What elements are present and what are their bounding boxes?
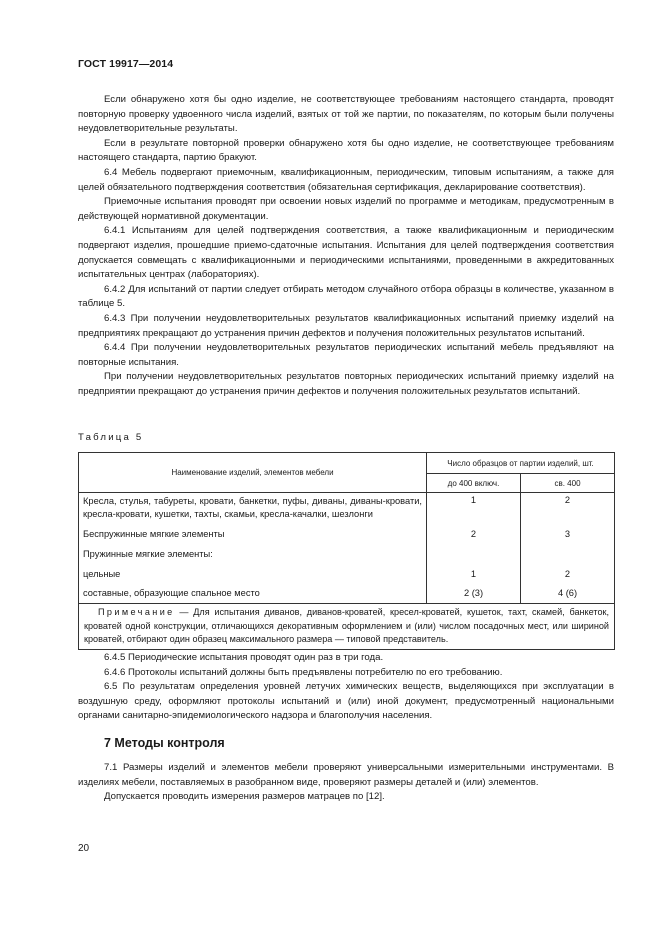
table-header-sample-count: Число образцов от партии изделий, шт. <box>427 453 615 474</box>
section-heading: 7 Методы контроля <box>104 736 225 750</box>
table-note <box>79 604 615 650</box>
table-cell-name: составные, образующие спальное место <box>79 584 427 604</box>
table-header-up-to-400: до 400 включ. <box>427 474 521 493</box>
table-cell-value: 2 <box>521 493 615 524</box>
table-cell-value: 4 (6) <box>521 584 615 604</box>
samples-table <box>78 452 615 650</box>
table-caption: Таблица 5 <box>78 432 144 443</box>
paragraph: 7.1 Размеры изделий и элементов мебели проверяют универсальными измерительными инструментами. В изделиях мебели, поставляемых в разобранном виде, проверяют размеры деталей и (или) элементов. <box>78 762 614 788</box>
paragraph: 6.5 По результатам определения уровней летучих химических веществ, выделяющихся при эксплуатации в воздушную среду, оформляют протоколы испытаний и (или) иной документ, предусмотренный национальными органами санитарно-эпидемиологического надзора и благополучия населения. <box>78 681 614 722</box>
table-cell-value <box>521 544 615 564</box>
table-row <box>79 544 615 564</box>
document-code-header: ГОСТ 19917—2014 <box>78 58 174 70</box>
paragraph: 6.4.5 Периодические испытания проводят один раз в три года. <box>104 652 384 663</box>
paragraph: 6.4.1 Испытаниям для целей подтверждения соответствия, а также квалификационным и периодическим подвергают изделия, прошедшие приемо-сдаточные испытания. Испытания для целей подтверждения соответствия допускается совмещать с квалификационными и периодическими испытаниями, проведенными в аккредитованных испытательных центрах (лабораториях). <box>78 225 614 281</box>
table-row <box>79 493 615 524</box>
table-cell-value: 1 <box>427 564 521 584</box>
paragraph: 6.4.6 Протоколы испытаний должны быть предъявлены потребителю по его требованию. <box>104 666 503 678</box>
paragraph: 6.4.2 Для испытаний от партии следует отбирать методом случайного отбора образцы в количестве, указанном в таблице 5. <box>78 283 614 310</box>
table-cell-name: Пружинные мягкие элементы: <box>79 544 427 564</box>
paragraph: 6.4.3 При получении неудовлетворительных результатов квалификационных испытаний приемку изделий на предприятиях прекращают до устранения причин дефектов и получения положительных результатов испытаний. <box>78 312 614 339</box>
paragraph: Если обнаружено хотя бы одно изделие, не соответствующее требованиям настоящего стандарта, проводят повторную проверку удвоенного числа изделий, взятых от той же партии, по показателям, по которым были получены неудовлетворительные результаты. <box>78 94 614 135</box>
table-header-over-400: св. 400 <box>521 474 615 493</box>
body-text-top <box>78 93 614 399</box>
table-row <box>79 584 615 604</box>
table-row <box>79 564 615 584</box>
table-cell-name: Беспружинные мягкие элементы <box>79 524 427 544</box>
table-cell-value: 2 (3) <box>427 584 521 604</box>
table-note-row <box>79 604 615 650</box>
page-number: 20 <box>78 843 90 854</box>
paragraph: Допускается проводить измерения размеров матрацев по [12]. <box>104 791 385 803</box>
paragraph: Приемочные испытания проводят при освоении новых изделий по программе и методикам, предусмотренным в действующей нормативной документации. <box>78 196 614 222</box>
paragraph: При получении неудовлетворительных результатов повторных периодических испытаний приемку изделий на предприятии прекращают до устранения причин дефектов и получения положительных результатов испытаний. <box>78 371 614 397</box>
table-cell-value <box>427 544 521 564</box>
table-row <box>79 524 615 544</box>
table-cell-value: 2 <box>521 564 615 584</box>
table-header-item-name: Наименование изделий, элементов мебели <box>79 453 427 493</box>
body-text-bottom <box>78 761 614 805</box>
note-label: Примечание <box>98 607 175 617</box>
table-cell-value: 1 <box>427 493 521 524</box>
table-cell-value: 2 <box>427 524 521 544</box>
paragraph: 6.4.4 При получении неудовлетворительных результатов периодических испытаний мебель предъявляют на повторные испытания. <box>78 342 614 368</box>
paragraph: 6.4 Мебель подвергают приемочным, квалификационным, периодическим, типовым испытаниям, а также для целей обязательного подтверждения соответствия (обязательная сертификация, декларирование соответствия). <box>78 166 614 193</box>
body-text-middle <box>78 651 614 724</box>
table-cell-value: 3 <box>521 524 615 544</box>
paragraph: Если в результате повторной проверки обнаружено хотя бы одно изделие, не соответствующее требованиям настоящего стандарта, партию бракуют. <box>78 137 614 164</box>
table-cell-name: цельные <box>79 564 427 584</box>
note-text: — Для испытания диванов, диванов-кроватей, кресел-кроватей, кушеток, тахт, скамей, банкеток, кроватей одной конструкции, отличающихся декоративным оформлением и (или) числом посадочных мест, или шириной кроватей, отбирают один образец максимального размера — типовой представитель. <box>84 607 610 645</box>
table-cell-name: Кресла, стулья, табуреты, кровати, банкетки, пуфы, диваны, диваны-кровати, кресла-кровати, кушетки, тахты, скамьи, кресла-качалки, шезлонги <box>79 493 427 524</box>
